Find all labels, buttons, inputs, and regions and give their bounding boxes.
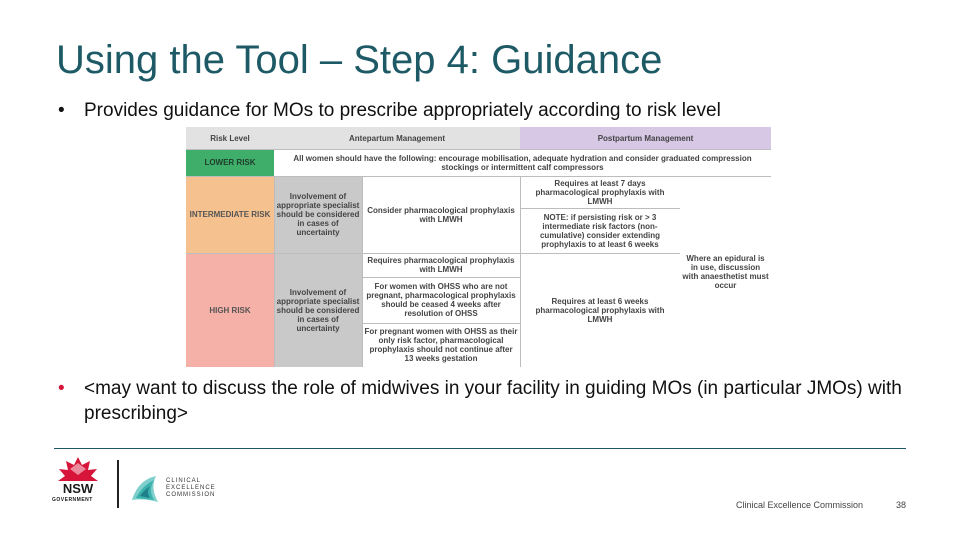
high-antepartum-a: Requires pharmacological prophylaxis with LMWH (362, 253, 520, 277)
epidural-note: Where an epidural is in use, discussion with anaesthetist must occur (680, 176, 771, 367)
cec-logo-icon (128, 470, 162, 508)
header-postpartum: Postpartum Management (520, 127, 771, 149)
risk-label-high: HIGH RISK (186, 253, 274, 367)
svg-text:NSW: NSW (62, 481, 94, 496)
bullet-text: Provides guidance for MOs to prescribe appropriately according to risk level (84, 100, 721, 121)
intermediate-antepartum: Consider pharmacological prophylaxis with LMWH (362, 176, 520, 253)
high-specialist-note: Involvement of appropriate specialist should be considered in cases of uncertainty (274, 253, 362, 367)
nsw-government-label: GOVERNMENT (52, 497, 93, 503)
risk-label-intermediate: INTERMEDIATE RISK (186, 176, 274, 253)
logo-divider (117, 460, 119, 508)
high-antepartum-b: For women with OHSS who are not pregnant, pharmacological prophylaxis should be ceased 4 weeks after resolution of OHSS (362, 277, 520, 323)
header-risk-level: Risk Level (186, 127, 274, 149)
risk-label-lower: LOWER RISK (186, 149, 274, 176)
lower-risk-guidance: All women should have the following: encourage mobilisation, adequate hydration and consider graduated compression stockings or intermittent calf compressors (274, 149, 771, 176)
intermediate-specialist-note: Involvement of appropriate specialist should be considered in cases of uncertainty (274, 176, 362, 253)
bullet-dot: • (58, 378, 65, 399)
high-antepartum-c: For pregnant women with OHSS as their only risk factor, pharmacological prophylaxis should not continue after 13 weeks gestation (362, 323, 520, 367)
intermediate-postpartum-a: Requires at least 7 days pharmacological prophylaxis with LMWH (520, 176, 680, 208)
risk-guidance-table (186, 127, 771, 367)
cec-logo-text: CLINICAL EXCELLENCE COMMISSION (166, 478, 216, 498)
footer-divider (54, 448, 906, 449)
slide-title: Using the Tool – Step 4: Guidance (56, 38, 663, 82)
high-postpartum: Requires at least 6 weeks pharmacological prophylaxis with LMWH (520, 253, 680, 367)
waratah-icon (58, 457, 98, 481)
header-antepartum: Antepartum Management (274, 127, 520, 149)
bullet-dot: • (58, 100, 65, 121)
footer-organisation: Clinical Excellence Commission (736, 500, 864, 510)
bullet-text: <may want to discuss the role of midwives in your facility in guiding MOs (in particular JMOs) with prescribing> (84, 378, 902, 424)
page-number: 38 (896, 500, 907, 510)
intermediate-postpartum-b: NOTE: if persisting risk or > 3 intermediate risk factors (non-cumulative) consider extending prophylaxis to at least 6 weeks (520, 208, 680, 253)
